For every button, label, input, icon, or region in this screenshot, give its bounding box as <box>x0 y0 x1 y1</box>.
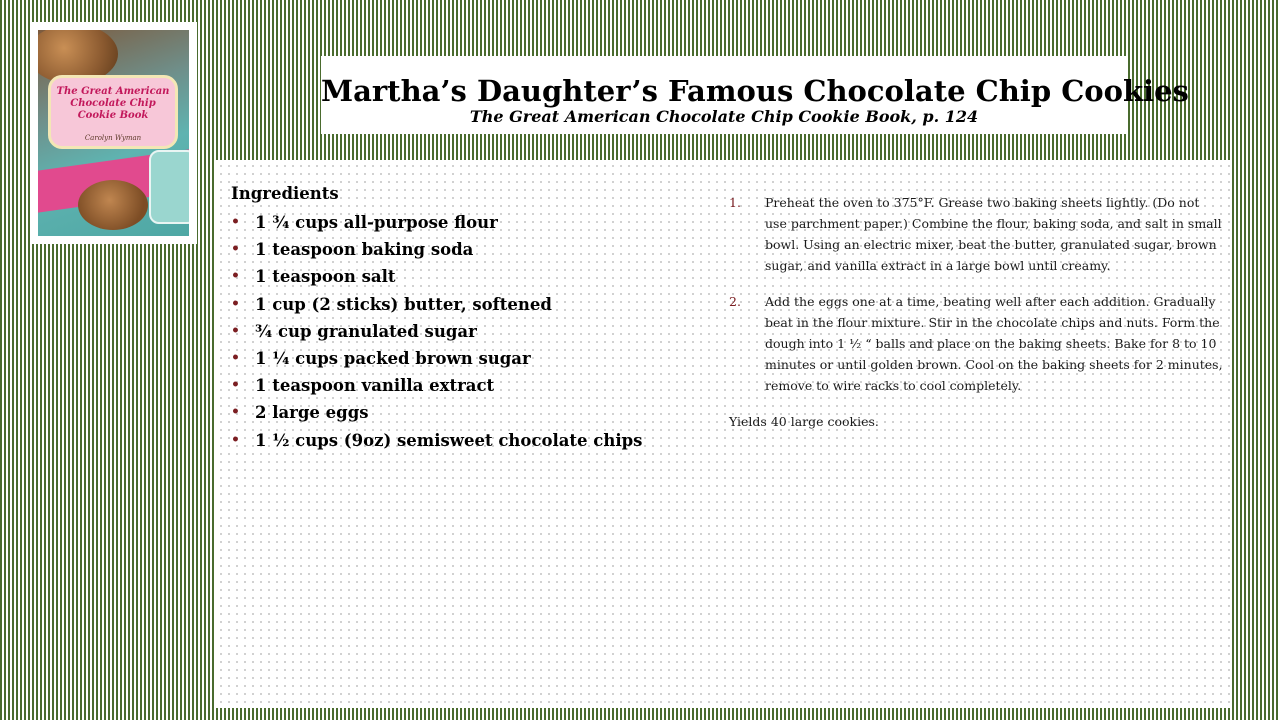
cover-title-plate <box>48 75 178 149</box>
ingredient-item <box>231 209 701 236</box>
cookie-illustration-bottom <box>78 180 148 230</box>
ingredients-heading: Ingredients <box>231 184 339 203</box>
bullet-icon: • <box>231 214 240 230</box>
book-cover-image <box>38 30 189 236</box>
ingredient-item <box>231 291 701 318</box>
step-text: Preheat the oven to 375°F. Grease two baking sheets lightly. (Do not use parchment paper.) Combine the flour, baking soda, and salt in small bowl. Using an electric mixer, beat the butter, granulated sugar, brown sugar, and vanilla extract in a large bowl until creamy. <box>765 195 1222 273</box>
title-box <box>321 56 1189 134</box>
step-number: 2. <box>729 294 741 309</box>
ingredient-text: ¾ cup granulated sugar <box>255 321 477 341</box>
ingredients-section <box>231 182 701 454</box>
bullet-icon: • <box>231 350 240 367</box>
ingredient-text: 1 ¼ cups packed brown sugar <box>255 349 531 369</box>
ingredient-text: 1 ½ cups (9oz) semisweet chocolate chips <box>255 430 643 450</box>
ingredient-item <box>231 263 701 290</box>
recipe-title: Martha’s Daughter’s Famous Chocolate Chip Cookies <box>321 74 1189 108</box>
direction-step <box>729 192 1223 276</box>
ingredient-item <box>231 236 701 263</box>
cover-book-title: The Great American Chocolate Chip Cookie Book <box>56 86 170 121</box>
ingredient-text: 2 large eggs <box>255 403 369 423</box>
cover-author: Carolyn Wyman <box>84 134 142 142</box>
yield-note: Yields 40 large cookies. <box>729 414 879 429</box>
ingredients-list <box>231 209 701 454</box>
ingredient-item <box>231 399 701 426</box>
bullet-icon: • <box>231 377 240 394</box>
bullet-icon: • <box>231 404 240 421</box>
ingredient-text: 1 teaspoon baking soda <box>255 240 474 260</box>
ingredient-text: 1 ¾ cups all-purpose flour <box>255 213 498 232</box>
bullet-icon: • <box>231 295 240 312</box>
mixer-illustration <box>149 150 189 224</box>
recipe-source: The Great American Chocolate Chip Cookie Book, p. 124 <box>469 107 979 126</box>
ingredient-item <box>231 345 701 372</box>
directions-list <box>729 192 1223 396</box>
direction-step <box>729 291 1223 396</box>
bullet-icon: • <box>231 268 240 285</box>
ingredient-text: 1 teaspoon salt <box>255 267 396 287</box>
ingredient-item <box>231 427 701 454</box>
book-cover-frame <box>31 22 197 244</box>
bullet-icon: • <box>231 241 240 258</box>
ingredient-text: 1 teaspoon vanilla extract <box>255 376 495 396</box>
ingredient-item <box>231 318 701 345</box>
bullet-icon: • <box>231 431 240 448</box>
ingredient-text: 1 cup (2 sticks) butter, softened <box>255 294 552 314</box>
step-number: 1. <box>729 195 741 210</box>
ingredient-item <box>231 372 701 399</box>
bullet-icon: • <box>231 322 240 339</box>
step-text: Add the eggs one at a time, beating well after each addition. Gradually beat in the flour mixture. Stir in the chocolate chips and nuts. Form the dough into 1 ½ “ balls and place on the baking sheets. Bake for 8 to 10 minutes or until golden brown. Cool on the baking sheets for 2 minutes, remove to wire racks to cool completely. <box>765 294 1223 393</box>
directions-section <box>729 192 1223 432</box>
recipe-card <box>215 160 1230 708</box>
